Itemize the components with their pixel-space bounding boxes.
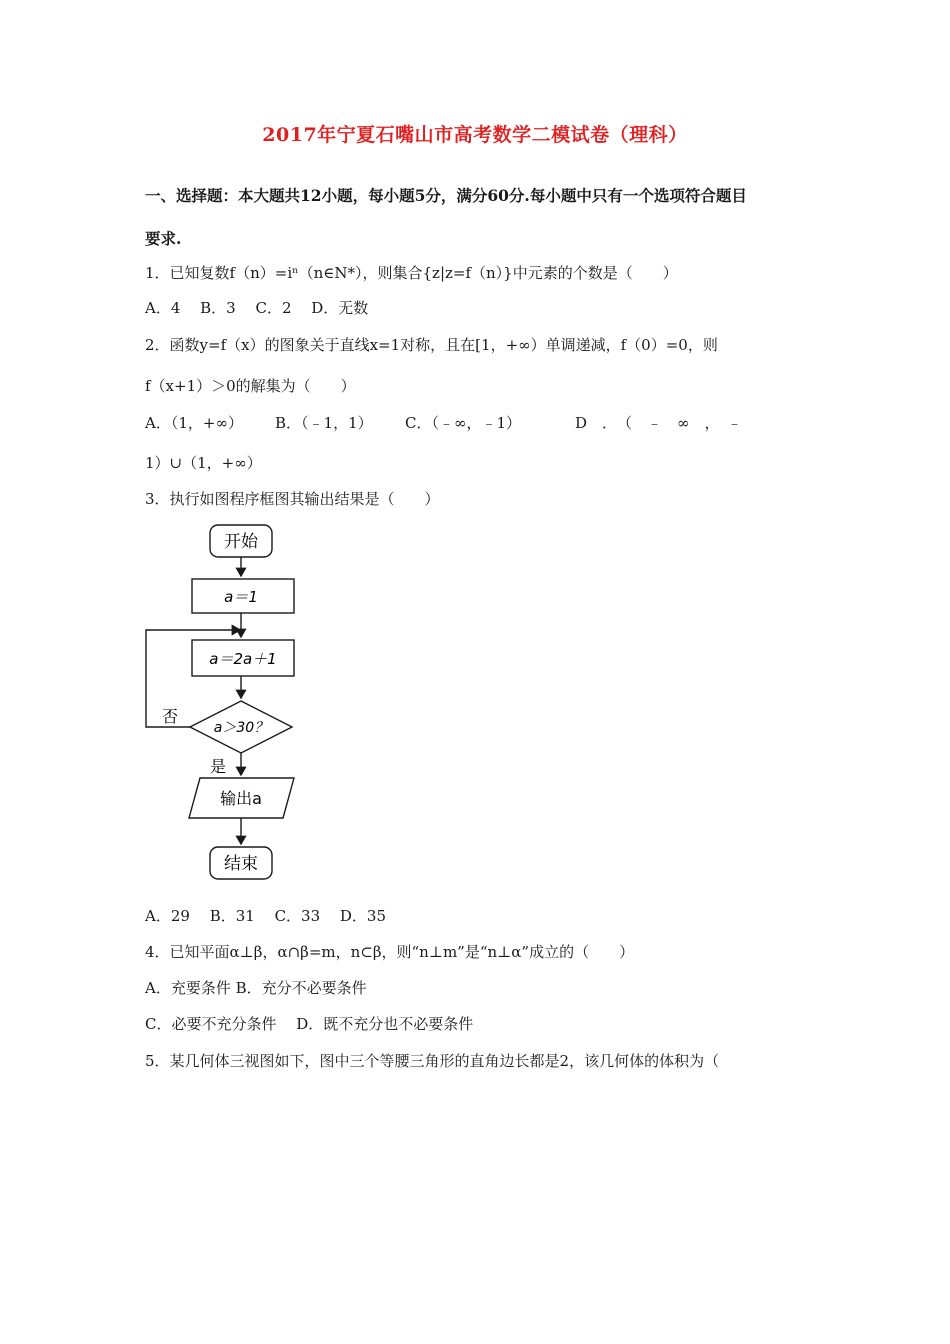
flow-output-label: 输出a: [220, 789, 262, 808]
q3-stem: 3．执行如图程序框图其输出结果是（ ）: [145, 490, 440, 508]
q4-options-ab: A．充要条件 B．充分不必要条件: [145, 979, 367, 997]
q2-options-line1: [145, 412, 742, 434]
flow-update-label: a＝2a＋1: [209, 650, 277, 668]
flow-condition-label: a＞30？: [213, 720, 269, 736]
q2-stem-line1: 2．函数y=f（x）的图象关于直线x=1对称，且在[1，+∞）单调递减，f（0）=0，则: [145, 336, 718, 354]
q2-option-b: B．（﹣1，1）: [275, 414, 373, 432]
q3-options: A．29 B．31 C．33 D．35: [145, 907, 387, 925]
section-heading-line2: 要求.: [145, 229, 182, 248]
section-heading-line1: 一、选择题：本大题共12小题，每小题5分，满分60分.每小题中只有一个选项符合题目: [145, 186, 747, 205]
q2-option-a: A．（1，+∞）: [145, 414, 243, 432]
q5-stem: 5．某几何体三视图如下，图中三个等腰三角形的直角边长都是2，该几何体的体积为（: [145, 1052, 720, 1070]
flow-end-label: 结束: [224, 854, 258, 874]
program-flowchart: [140, 520, 310, 890]
q2-option-d-end: 1）∪（1，+∞）: [145, 454, 262, 472]
flow-no-label: 否: [161, 707, 179, 726]
q1-options: A．4 B．3 C．2 D．无数: [145, 299, 369, 317]
flow-init-label: a＝1: [224, 588, 258, 606]
q1-stem: 1．已知复数f（n）=iⁿ（n∈N*），则集合{z|z=f（n）}中元素的个数是（ ）: [145, 264, 678, 282]
exam-title: 2017年宁夏石嘴山市高考数学二模试卷（理科）: [262, 124, 688, 146]
flow-start-label: 开始: [224, 532, 258, 552]
q4-stem: 4．已知平面α⊥β，α∩β=m，n⊂β，则“n⊥m”是“n⊥α”成立的（ ）: [145, 943, 635, 961]
flow-yes-label: 是: [209, 757, 227, 776]
q2-option-d-start: D ． （ ﹣ ∞ ， ﹣: [575, 414, 743, 432]
q4-options-cd: C．必要不充分条件 D．既不充分也不必要条件: [145, 1015, 474, 1033]
q2-option-c: C．（﹣∞，﹣1）: [405, 414, 522, 432]
q2-stem-line2: f（x+1）＞0的解集为（ ）: [145, 377, 356, 395]
